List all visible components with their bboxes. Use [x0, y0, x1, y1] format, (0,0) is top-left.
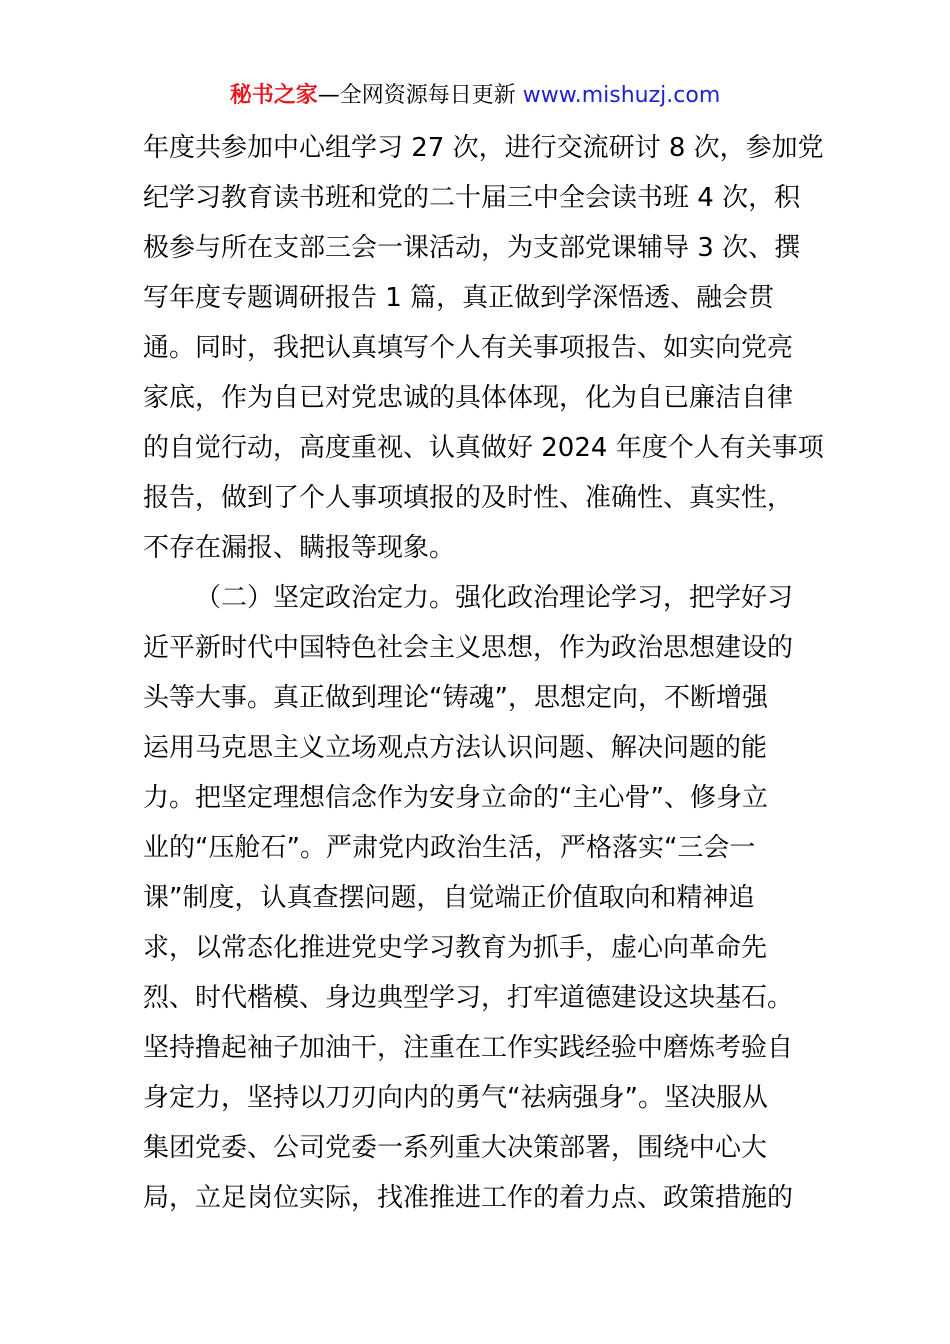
text-line: 业的“压舱石”。严肃党内政治生活，严格落实“三会一	[143, 833, 756, 863]
text-line: 运用马克思主义立场观点方法认识问题、解决问题的能	[143, 733, 768, 763]
text-line: 纪学习教育读书班和党的二十届三中全会读书班 4 次，积	[143, 183, 801, 213]
text-line: 年度共参加中心组学习 27 次，进行交流研讨 8 次，参加党	[143, 133, 824, 163]
text-line: 集团党委、公司党委一系列重大决策部署，围绕中心大	[143, 1133, 768, 1163]
paragraph-start-line: （二）坚定政治定力。强化政治理论学习，把学好习	[195, 583, 794, 613]
text-line: 求，以常态化推进党史学习教育为抓手，虚心向革命先	[143, 933, 768, 963]
site-header	[0, 80, 950, 112]
header-tagline: —全网资源每日更新	[317, 83, 523, 108]
text-line: 局，立足岗位实际，找准推进工作的着力点、政策措施的	[143, 1183, 794, 1213]
text-line: 课”制度，认真查摆问题，自觉端正价值取向和精神追	[143, 883, 755, 913]
site-url-link[interactable]: www.mishuzj.com	[522, 83, 721, 108]
text-line: 头等大事。真正做到理论“铸魂”，思想定向，不断增强	[143, 683, 768, 713]
text-line: 坚持撸起袖子加油干，注重在工作实践经验中磨炼考验自	[143, 1033, 794, 1063]
text-line: 身定力，坚持以刀刃向内的勇气“祛病强身”。坚决服从	[143, 1083, 768, 1113]
text-line: 家底，作为自已对党忠诚的具体体现，化为自已廉洁自律	[143, 383, 794, 413]
document-body	[143, 123, 823, 1223]
text-line: 力。把坚定理想信念作为安身立命的“主心骨”、修身立	[143, 783, 768, 813]
text-line: 近平新时代中国特色社会主义思想，作为政治思想建设的	[143, 633, 794, 663]
text-line: 极参与所在支部三会一课活动，为支部党课辅导 3 次、撰	[143, 233, 801, 263]
text-line: 烈、时代楷模、身边典型学习，打牢道德建设这块基石。	[143, 983, 794, 1013]
brand-name: 秘书之家	[229, 83, 318, 108]
text-line: 不存在漏报、瞒报等现象。	[143, 533, 456, 563]
text-line: 报告，做到了个人事项填报的及时性、准确性、真实性，	[143, 483, 794, 513]
text-line: 的自觉行动，高度重视、认真做好 2024 年度个人有关事项	[143, 433, 824, 463]
text-line: 通。同时，我把认真填写个人有关事项报告、如实向党亮	[143, 333, 794, 363]
text-line: 写年度专题调研报告 1 篇，真正做到学深悟透、融会贯	[143, 283, 775, 313]
